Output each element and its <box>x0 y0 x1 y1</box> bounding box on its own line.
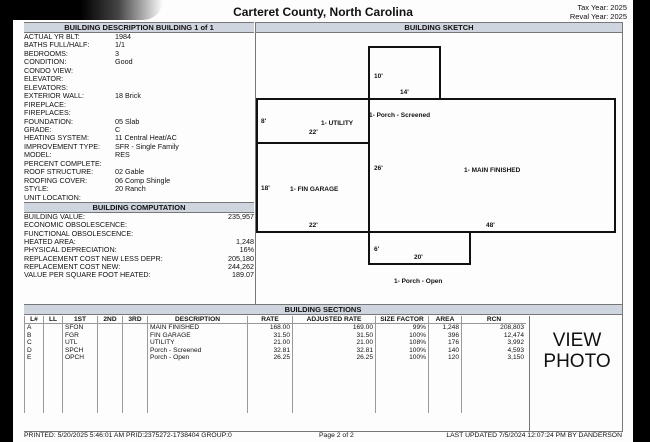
description-value: C <box>115 124 121 134</box>
column-header: 3RD <box>123 316 148 324</box>
table-cell: FGR <box>63 332 98 339</box>
description-value: 20 Ranch <box>115 184 146 194</box>
table-cell <box>44 324 63 332</box>
empty-cell <box>293 406 376 413</box>
table-cell: 140 <box>429 347 462 354</box>
table-cell: 1,248 <box>429 324 462 332</box>
table-cell: Porch - Screened <box>148 347 248 354</box>
table-cell: 21.00 <box>248 339 293 346</box>
table-cell: 26.25 <box>248 354 293 361</box>
table-cell: E <box>25 354 44 361</box>
empty-cell <box>44 361 63 368</box>
description-row <box>24 84 107 92</box>
footer <box>24 432 622 439</box>
description-row <box>24 57 133 67</box>
column-header: 1ST <box>63 316 98 324</box>
empty-cell <box>248 391 293 398</box>
empty-row <box>25 406 527 413</box>
table-cell <box>123 354 148 361</box>
table-cell: 31.50 <box>293 332 376 339</box>
empty-cell <box>429 398 462 405</box>
description-row <box>24 109 107 117</box>
description-label: ELEVATOR: <box>24 74 64 84</box>
table-cell <box>44 339 63 346</box>
table-cell: C <box>25 339 44 346</box>
empty-cell <box>98 398 123 405</box>
table-cell <box>44 347 63 354</box>
description-label: EXTERIOR WALL: <box>24 91 85 101</box>
table-cell: 4,593 <box>462 347 527 354</box>
view-photo-line1: VIEW <box>552 330 602 351</box>
empty-cell <box>248 406 293 413</box>
empty-cell <box>63 398 98 405</box>
table-cell: 32.81 <box>293 347 376 354</box>
empty-cell <box>25 369 44 376</box>
description-value: 18 Brick <box>115 91 141 101</box>
label-utility: 1- UTILITY <box>321 120 354 127</box>
empty-cell <box>123 398 148 405</box>
building-computation-header: BUILDING COMPUTATION <box>24 202 254 213</box>
computation-label: FUNCTIONAL OBSOLESCENCE: <box>24 228 134 238</box>
building-sections-header: BUILDING SECTIONS <box>24 304 622 315</box>
table-cell: 108% <box>376 339 429 346</box>
empty-cell <box>44 384 63 391</box>
empty-cell <box>248 384 293 391</box>
computation-label: PHYSICAL DEPRECIATION: <box>24 245 117 255</box>
empty-cell <box>376 384 429 391</box>
description-value: 11 Central Heat/AC <box>115 133 177 143</box>
table-cell <box>98 354 123 361</box>
empty-cell <box>148 369 248 376</box>
empty-row <box>25 391 527 398</box>
computation-label: REPLACEMENT COST NEW: <box>24 261 121 271</box>
description-value: 02 Gable <box>115 167 145 177</box>
empty-cell <box>25 406 44 413</box>
empty-cell <box>44 369 63 376</box>
empty-row <box>25 369 527 376</box>
table-cell: 169.00 <box>293 324 376 332</box>
description-row <box>24 48 119 58</box>
description-row <box>24 141 179 151</box>
description-row <box>24 32 131 41</box>
description-label: CONDITION: <box>24 57 67 67</box>
building-sketch-header: BUILDING SKETCH <box>256 22 622 33</box>
county-title: Carteret County, North Carolina <box>233 5 413 19</box>
dim-14: 14' <box>400 89 409 96</box>
empty-cell <box>248 376 293 383</box>
empty-cell <box>44 391 63 398</box>
table-cell <box>123 332 148 339</box>
empty-cell <box>429 391 462 398</box>
view-photo-button[interactable] <box>535 330 619 372</box>
dim-22-garage: 22' <box>309 222 318 229</box>
empty-cell <box>376 369 429 376</box>
description-label: PERCENT COMPLETE: <box>24 158 102 168</box>
table-cell <box>123 347 148 354</box>
table-cell: OPCH <box>63 354 98 361</box>
empty-row <box>25 361 527 368</box>
empty-cell <box>44 406 63 413</box>
property-record-card <box>13 0 633 442</box>
description-label: BATHS FULL/HALF: <box>24 40 90 50</box>
tax-year: Tax Year: 2025 <box>577 3 627 12</box>
empty-row <box>25 398 527 405</box>
table-cell: 120 <box>429 354 462 361</box>
column-header: RATE <box>248 316 293 324</box>
table-cell: SPCH <box>63 347 98 354</box>
empty-cell <box>25 361 44 368</box>
empty-cell <box>44 376 63 383</box>
description-label: HEATING SYSTEM: <box>24 133 89 143</box>
empty-cell <box>148 361 248 368</box>
column-header: L# <box>25 316 44 324</box>
empty-cell <box>293 398 376 405</box>
empty-cell <box>248 398 293 405</box>
table-cell: 208,803 <box>462 324 527 332</box>
building-sketch <box>256 33 622 303</box>
description-value: RES <box>115 150 130 160</box>
description-label: ACTUAL YR BLT: <box>24 32 80 41</box>
description-row <box>24 116 140 126</box>
description-row <box>24 175 171 185</box>
description-label: MODEL: <box>24 150 52 160</box>
description-value: 05 Slab <box>115 116 140 126</box>
empty-cell <box>462 384 527 391</box>
dim-22-utility: 22' <box>309 129 318 136</box>
table-cell <box>98 339 123 346</box>
empty-cell <box>376 376 429 383</box>
description-row <box>24 67 107 75</box>
empty-cell <box>123 376 148 383</box>
computation-label: REPLACEMENT COST NEW LESS DEPR: <box>24 253 163 263</box>
empty-cell <box>376 398 429 405</box>
last-updated: LAST UPDATED 7/5/2024 12:07:24 PM BY DANDERSON <box>446 432 622 439</box>
description-row <box>24 184 146 194</box>
description-label: GRADE: <box>24 124 52 134</box>
empty-cell <box>123 391 148 398</box>
empty-cell <box>63 369 98 376</box>
table-row <box>25 324 527 332</box>
table-cell: 26.25 <box>293 354 376 361</box>
label-porch-open: 1- Porch - Open <box>394 278 443 285</box>
computation-label: HEATED AREA: <box>24 236 76 246</box>
view-photo-line2: PHOTO <box>543 351 611 372</box>
empty-cell <box>63 391 98 398</box>
description-row <box>24 101 107 109</box>
description-label: FOUNDATION: <box>24 116 73 126</box>
empty-cell <box>98 384 123 391</box>
computation-value: 244,262 <box>228 261 254 271</box>
description-label: ROOF STRUCTURE: <box>24 167 94 177</box>
computation-label: VALUE PER SQUARE FOOT HEATED: <box>24 270 151 280</box>
empty-cell <box>25 384 44 391</box>
table-cell <box>123 339 148 346</box>
sections-photo-divider <box>529 316 530 432</box>
table-cell <box>98 347 123 354</box>
column-header: AREA <box>429 316 462 324</box>
empty-cell <box>293 376 376 383</box>
empty-cell <box>98 361 123 368</box>
description-label: STYLE: <box>24 184 49 194</box>
table-cell: FIN GARAGE <box>148 332 248 339</box>
empty-cell <box>98 391 123 398</box>
empty-cell <box>123 361 148 368</box>
table-cell: 3,150 <box>462 354 527 361</box>
table-cell <box>44 354 63 361</box>
empty-cell <box>63 406 98 413</box>
description-label: BEDROOMS: <box>24 48 68 58</box>
table-cell: 32.81 <box>248 347 293 354</box>
empty-cell <box>98 369 123 376</box>
computation-value: 235,957 <box>228 212 254 221</box>
table-row <box>25 339 527 346</box>
table-cell <box>123 324 148 332</box>
empty-cell <box>98 406 123 413</box>
empty-cell <box>63 384 98 391</box>
description-row <box>24 91 141 101</box>
empty-cell <box>462 369 527 376</box>
description-row <box>24 160 107 168</box>
building-sections-table <box>24 316 526 413</box>
table-row <box>25 347 527 354</box>
description-label: FIREPLACE: <box>24 99 66 109</box>
description-value: 1984 <box>115 32 131 41</box>
empty-row <box>25 376 527 383</box>
table-row <box>25 354 527 361</box>
description-label: CONDO VIEW: <box>24 65 73 75</box>
empty-cell <box>293 361 376 368</box>
dim-20: 20' <box>414 254 423 261</box>
description-label: ROOFING COVER: <box>24 175 88 185</box>
dim-18: 18' <box>261 185 270 192</box>
description-row <box>24 133 177 143</box>
table-cell: UTILITY <box>148 339 248 346</box>
printed-info: PRINTED: 5/20/2025 5:46:01 AM PRID:2375272-1738404 GROUP:0 <box>24 432 232 439</box>
description-value: Good <box>115 57 133 67</box>
table-cell: 176 <box>429 339 462 346</box>
dim-6: 6' <box>374 246 380 253</box>
empty-cell <box>25 391 44 398</box>
empty-cell <box>148 406 248 413</box>
empty-cell <box>44 398 63 405</box>
computation-value: 205,180 <box>228 253 254 263</box>
table-cell: 99% <box>376 324 429 332</box>
empty-cell <box>462 391 527 398</box>
reval-year: Reval Year: 2025 <box>569 12 627 21</box>
right-border <box>622 22 623 432</box>
empty-cell <box>293 391 376 398</box>
label-fin-garage: 1- FIN GARAGE <box>290 186 339 193</box>
empty-cell <box>123 384 148 391</box>
table-cell <box>44 332 63 339</box>
empty-cell <box>293 369 376 376</box>
description-row <box>24 40 125 50</box>
computation-label: BUILDING VALUE: <box>24 212 85 221</box>
table-cell <box>98 324 123 332</box>
description-row <box>24 124 121 134</box>
building-description-header: BUILDING DESCRIPTION BUILDING 1 of 1 <box>24 22 254 33</box>
empty-cell <box>148 398 248 405</box>
column-header: 2ND <box>98 316 123 324</box>
description-row <box>24 75 107 83</box>
table-cell: 3,992 <box>462 339 527 346</box>
empty-cell <box>462 406 527 413</box>
description-value: 1/1 <box>115 40 125 50</box>
description-row <box>24 194 107 202</box>
empty-cell <box>462 376 527 383</box>
table-cell: UTL <box>63 339 98 346</box>
empty-cell <box>293 384 376 391</box>
empty-cell <box>376 406 429 413</box>
description-row <box>24 167 145 177</box>
empty-cell <box>429 384 462 391</box>
empty-cell <box>148 391 248 398</box>
empty-cell <box>63 361 98 368</box>
dim-48: 48' <box>486 222 495 229</box>
empty-cell <box>123 406 148 413</box>
dim-26: 26' <box>374 165 383 172</box>
description-label: UNIT LOCATION: <box>24 192 81 202</box>
table-cell: 396 <box>429 332 462 339</box>
empty-cell <box>429 406 462 413</box>
table-cell: 21.00 <box>293 339 376 346</box>
description-label: IMPROVEMENT TYPE: <box>24 141 101 151</box>
empty-cell <box>248 361 293 368</box>
table-cell: 31.50 <box>248 332 293 339</box>
description-value: 3 <box>115 48 119 58</box>
computation-value: 16% <box>239 245 254 255</box>
table-cell: 100% <box>376 347 429 354</box>
table-cell: D <box>25 347 44 354</box>
table-cell: MAIN FINISHED <box>148 324 248 332</box>
column-header: ADJUSTED RATE <box>293 316 376 324</box>
description-row <box>24 150 130 160</box>
empty-row <box>25 384 527 391</box>
computation-row <box>24 271 254 279</box>
empty-cell <box>429 376 462 383</box>
table-cell: 168.00 <box>248 324 293 332</box>
description-value: 06 Comp Shingle <box>115 175 171 185</box>
empty-cell <box>376 391 429 398</box>
table-row <box>25 332 527 339</box>
table-cell: 12,474 <box>462 332 527 339</box>
empty-cell <box>462 361 527 368</box>
computation-label: ECONOMIC OBSOLESCENCE: <box>24 220 128 230</box>
empty-cell <box>123 369 148 376</box>
empty-cell <box>462 398 527 405</box>
empty-cell <box>248 369 293 376</box>
empty-cell <box>148 384 248 391</box>
table-cell <box>98 332 123 339</box>
table-cell: A <box>25 324 44 332</box>
description-label: ELEVATORS: <box>24 82 68 92</box>
computation-value: 1,248 <box>236 236 254 246</box>
table-cell: B <box>25 332 44 339</box>
label-main-finished: 1- MAIN FINISHED <box>464 167 521 174</box>
empty-cell <box>25 376 44 383</box>
page-number: Page 2 of 2 <box>319 432 354 439</box>
empty-cell <box>376 361 429 368</box>
table-cell: 100% <box>376 354 429 361</box>
column-header: RCN <box>462 316 527 324</box>
column-header: SIZE FACTOR <box>376 316 429 324</box>
empty-cell <box>63 376 98 383</box>
description-label: FIREPLACES: <box>24 108 71 118</box>
empty-cell <box>148 376 248 383</box>
table-cell: 100% <box>376 332 429 339</box>
dim-10: 10' <box>374 73 383 80</box>
table-cell: SFON <box>63 324 98 332</box>
dim-8: 8' <box>261 118 267 125</box>
computation-value: 189.07 <box>232 270 254 280</box>
empty-cell <box>429 361 462 368</box>
description-value: SFR - Single Family <box>115 141 179 151</box>
column-header: LL <box>44 316 63 324</box>
table-cell: Porch - Open <box>148 354 248 361</box>
empty-cell <box>98 376 123 383</box>
empty-cell <box>429 369 462 376</box>
column-header: DESCRIPTION <box>148 316 248 324</box>
empty-cell <box>25 398 44 405</box>
label-porch-screened: 1- Porch - Screened <box>369 112 431 119</box>
